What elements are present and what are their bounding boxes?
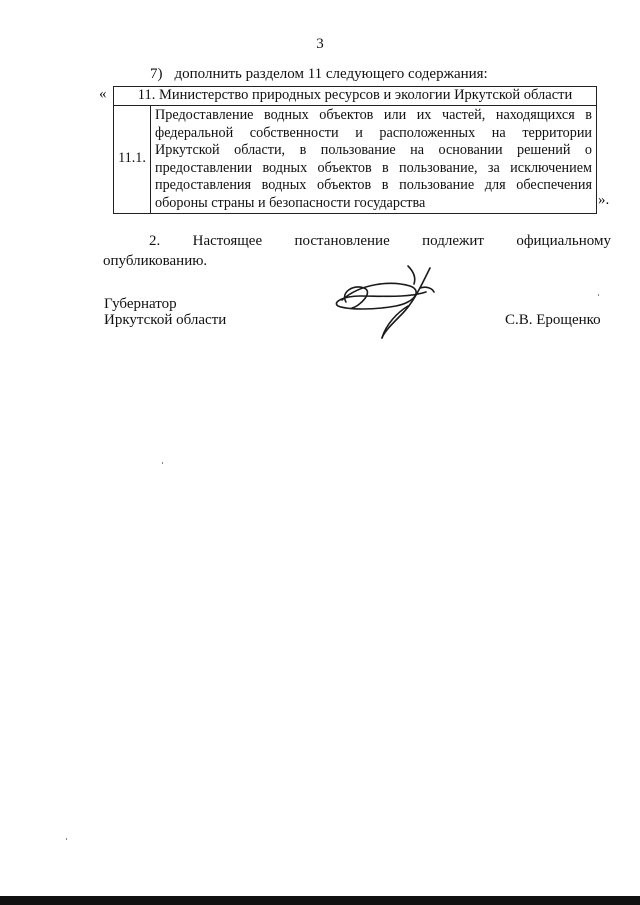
signer-title-line-2: Иркутской области — [104, 312, 227, 328]
table-section-row — [114, 87, 597, 106]
paragraph-2-continuation: опубликованию. — [103, 253, 208, 269]
scan-speck — [598, 294, 599, 296]
amendment-number: 7) — [150, 66, 163, 82]
scan-speck — [66, 838, 67, 840]
item-number-cell: 11.1. — [114, 106, 151, 214]
paragraph-2-word: подлежит — [422, 233, 484, 249]
paragraph-2-word: Настоящее — [192, 233, 263, 249]
paragraph-2-word: постановление — [294, 233, 390, 249]
amendment-table — [113, 86, 597, 214]
signer-title-line-1: Губернатор — [104, 296, 177, 312]
opening-quote: « — [99, 86, 107, 102]
paragraph-2-word: 2. — [149, 233, 161, 249]
closing-quote: ». — [598, 192, 610, 208]
scan-bottom-edge — [0, 896, 640, 905]
amendment-intro-text: дополнить разделом 11 следующего содержания: — [174, 66, 488, 82]
page-number: 3 — [316, 36, 324, 52]
signer-title — [104, 296, 226, 328]
item-text-cell: Предоставление водных объектов или их частей, находящихся в федеральной собственности и расположенных на территории Иркутской области, в пользование на основании решений о предоставлении водных объектов в пользование, за исключением предоставления водных объектов в пользование для обеспечения обороны страны и безопасности государства — [151, 106, 597, 214]
table-row — [114, 106, 597, 214]
paragraph-2-first-line — [103, 231, 611, 251]
section-title-cell: 11. Министерство природных ресурсов и экологии Иркутской области — [114, 87, 597, 106]
signer-name: С.В. Ерощенко — [505, 312, 601, 328]
paragraph-2-word: официальному — [516, 233, 611, 249]
handwritten-signature — [330, 262, 440, 342]
amendment-intro — [150, 66, 488, 83]
scan-speck — [162, 462, 163, 464]
